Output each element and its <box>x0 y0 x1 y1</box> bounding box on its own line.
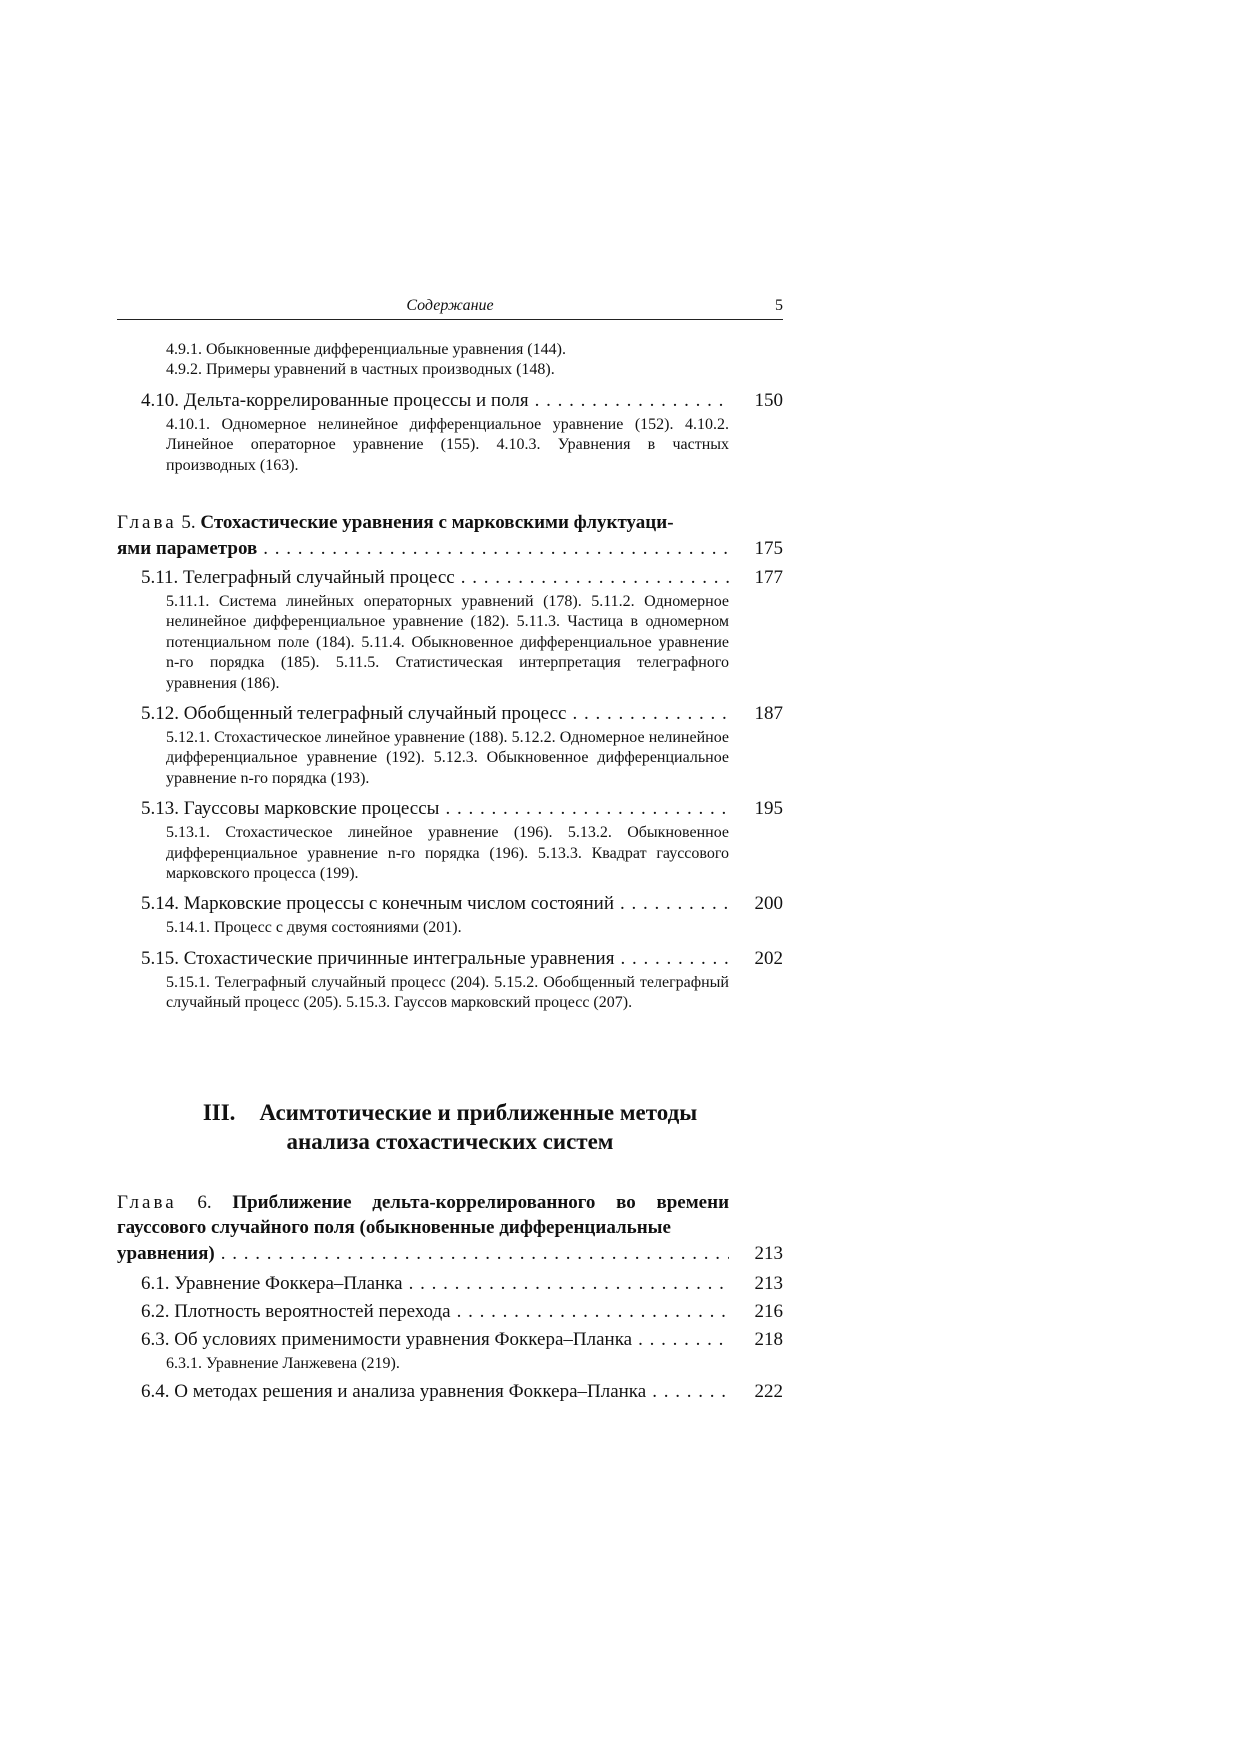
toc-entry-page: 218 <box>754 1329 783 1350</box>
part-number: III. <box>202 1100 236 1125</box>
toc-entry-5-14[interactable] <box>117 890 783 918</box>
toc-chapter-5 <box>117 510 783 1014</box>
leader-dots <box>614 945 729 973</box>
leader-dots <box>646 1378 729 1406</box>
toc-entry-page: 177 <box>754 567 783 588</box>
chapter-title-end: уравнения) <box>117 1243 215 1264</box>
chapter-page: 175 <box>754 538 783 559</box>
toc-entry-label: 6.3. Об условиях применимости уравнения Фоккера–Планка <box>141 1329 633 1350</box>
leader-dots <box>451 1298 729 1326</box>
part-title-line-2: анализа стохастических систем <box>286 1129 614 1154</box>
leader-dots <box>632 1326 729 1354</box>
toc-entry-5-15[interactable] <box>117 945 783 973</box>
chapter-6-title-end[interactable] <box>117 1240 783 1268</box>
toc-subentry: 5.12.1. Стохастическое линейное уравнение (188). 5.12.2. Одномерное нелинейное дифференциальное уравнение (192). 5.12.3. Обыкновенное дифференциальное уравнение n-го порядка (193). <box>166 729 729 787</box>
chapter-title-end: ями параметров <box>117 538 258 559</box>
toc-entry-4-10[interactable] <box>117 387 783 415</box>
leader-dots <box>566 700 729 728</box>
toc-entry-label: 6.1. Уравнение Фоккера–Планка <box>141 1273 403 1294</box>
chapter-page: 213 <box>754 1243 783 1264</box>
toc-subentry: 4.9.2. Примеры уравнений в частных производных (148). <box>166 361 555 379</box>
toc-entry-label: 5.11. Телеграфный случайный процесс <box>141 567 455 588</box>
toc-entry-page: 216 <box>754 1301 783 1322</box>
toc-entry-page: 202 <box>754 947 783 969</box>
toc-entry-5-11[interactable] <box>117 564 783 592</box>
toc-entry-label: 5.15. Стохастические причинные интегральные уравнения <box>141 947 615 969</box>
leader-dots <box>614 890 729 918</box>
toc-entry-label: 5.12. Обобщенный телеграфный случайный процесс <box>141 703 567 725</box>
chapter-6-heading[interactable] <box>117 1190 729 1240</box>
header-rule <box>117 319 783 320</box>
toc-entry-5-13[interactable] <box>117 795 783 823</box>
leader-dots <box>455 564 729 592</box>
toc-entry-6-2[interactable] <box>117 1298 783 1326</box>
toc-entry-6-3[interactable] <box>117 1326 783 1354</box>
toc-entry-label: 6.4. О методах решения и анализа уравнения Фоккера–Планка <box>141 1381 647 1403</box>
toc-entry-page: 195 <box>754 798 783 820</box>
toc-entry-label: 4.10. Дельта-коррелированные процессы и поля <box>141 389 529 411</box>
leader-dots <box>257 535 729 562</box>
toc-entry-page: 187 <box>754 703 783 725</box>
toc-chapter-6 <box>117 1190 783 1406</box>
part-3-heading[interactable] <box>117 1098 783 1156</box>
toc-entry-label: 5.13. Гауссовы марковские процессы <box>141 798 440 820</box>
chapter-number: 6. <box>197 1192 212 1213</box>
page-number: 5 <box>775 297 783 314</box>
chapter-5-title-end[interactable] <box>117 535 783 562</box>
toc-entry-page: 200 <box>754 893 783 915</box>
chapter-number: 5. <box>181 512 196 533</box>
toc-entry-6-1[interactable] <box>117 1270 783 1298</box>
toc-entry-label: 6.2. Плотность вероятностей перехода <box>141 1301 451 1322</box>
chapter-prefix: Глава <box>117 512 177 533</box>
leader-dots <box>529 387 729 415</box>
leader-dots <box>439 795 729 823</box>
toc-entry-label: 5.14. Марковские процессы с конечным числом состояний <box>141 893 615 915</box>
toc-entry-page: 222 <box>754 1381 783 1403</box>
part-title: Асимтотические и приближенные методы <box>259 1100 698 1125</box>
toc-subentry: 6.3.1. Уравнение Ланжевена (219). <box>166 1355 400 1372</box>
leader-dots <box>403 1270 729 1298</box>
toc-subentry: 4.9.1. Обыкновенные дифференциальные уравнения (144). <box>166 341 566 358</box>
leader-dots <box>215 1240 729 1268</box>
running-header-title: Содержание <box>406 297 494 314</box>
toc-subentry: 4.10.1. Одномерное нелинейное дифференциальное уравнение (152). 4.10.2. Линейное операторное уравнение (155). 4.10.3. Уравнения в частных производных (163). <box>166 415 729 474</box>
toc-subentry: 5.15.1. Телеграфный случайный процесс (204). 5.15.2. Обобщенный телеграфный случайный процесс (205). 5.15.3. Гауссов марковский процесс (207). <box>166 973 729 1012</box>
toc-entry-6-4[interactable] <box>117 1378 783 1406</box>
toc-entry-page: 213 <box>754 1273 783 1294</box>
toc-entry-page: 150 <box>754 389 783 411</box>
toc-entry-5-12[interactable] <box>117 700 783 728</box>
chapter-prefix: Глава <box>117 1192 177 1213</box>
chapter-title: Стохастические уравнения с марковскими флуктуаци- <box>200 512 674 533</box>
toc-subentry: 5.14.1. Процесс с двумя состояниями (201). <box>166 919 462 937</box>
chapter-title: Приближение дельта-коррелированного во времени гауссового случайного поля (обыкновенные дифференциальные <box>117 1192 730 1238</box>
part-title-line-1 <box>117 1098 783 1127</box>
chapter-5-heading[interactable] <box>117 510 729 535</box>
toc-subentry: 5.11.1. Система линейных операторных уравнений (178). 5.11.2. Одномерное нелинейное дифференциальное уравнение (182). 5.11.3. Частица в одномерном потенциальном поле (184). 5.11.4. Обыкновенное дифференциальное уравнение n-го порядка (185). 5.11.5. Статистическая интерпретация телеграфного уравнения (186). <box>166 593 729 692</box>
toc-subentry: 5.13.1. Стохастическое линейное уравнение (196). 5.13.2. Обыкновенное дифференциальное уравнение n-го порядка (196). 5.13.3. Квадрат гауссового марковского процесса (199). <box>166 824 729 883</box>
toc-block-section-4 <box>117 340 783 476</box>
